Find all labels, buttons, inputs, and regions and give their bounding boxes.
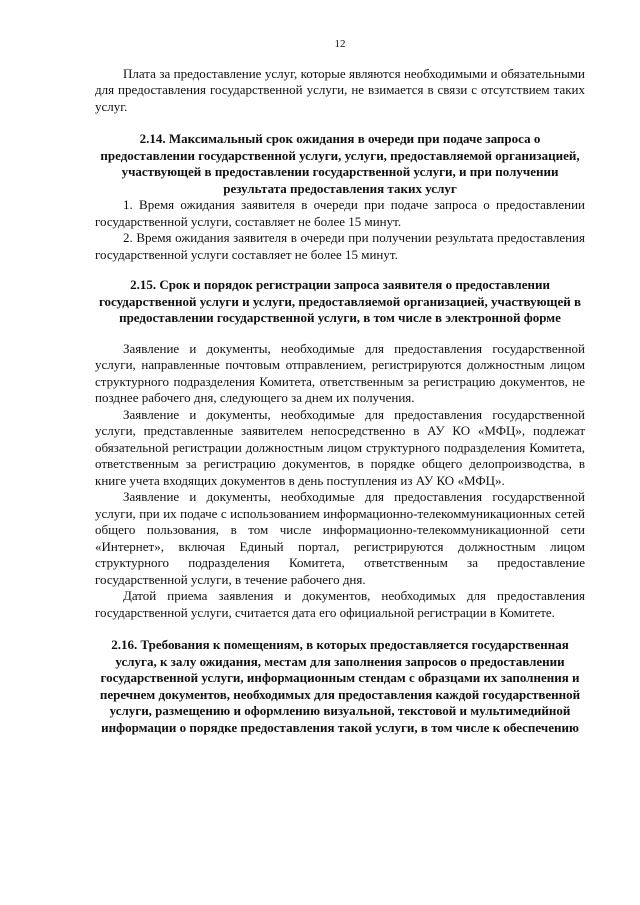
section-2-15-paragraph-4: Датой приема заявления и документов, необходимых для предоставления государственной услуги, считается дата его официальной регистрации в Комитете. — [95, 588, 585, 620]
section-2-16-title: 2.16. Требования к помещениям, в которых предоставляется государственная услуга, к залу ожидания, местам для заполнения запросов о предоставлении государственной услуги, информационным стендам с образцами их заполнения и перечнем документов, необходимых для предоставления каждой государственной услуги, размещению и оформлению визуальной, текстовой и мультимедийной информации о порядке предоставления такой услуги, в том числе к обеспечению — [99, 637, 581, 735]
section-2-15-paragraph-2: Заявление и документы, необходимые для предоставления государственной услуги, представленные заявителем непосредственно в АУ КО «МФЦ», подлежат обязательной регистрации должностным лицом структурного подразделения Комитета, ответственным за регистрацию документов, в порядке общего делопроизводства, в книге учета входящих документов в день поступления из АУ КО «МФЦ». — [95, 406, 585, 488]
document-page — [95, 36, 585, 736]
intro-paragraph: Плата за предоставление услуг, которые являются необходимыми и обязательными для предоставления государственной услуги, не взимается в связи с отсутствием таких услуг. — [95, 65, 585, 114]
section-2-14-paragraph-1: 1. Время ожидания заявителя в очереди при подаче запроса о предоставлении государственной услуги, составляет не более 15 минут. — [95, 197, 585, 229]
section-2-14-title: 2.14. Максимальный срок ожидания в очереди при подаче запроса о предоставлении государственной услуги, услуги, предоставляемой организацией, участвующей в предоставлении государственной услуги, и при получении результата предоставления таких услуг — [100, 131, 580, 196]
section-2-15-paragraph-3: Заявление и документы, необходимые для предоставления государственной услуги, при их подаче с использованием информационно-телекоммуникационных сетей общего пользования, в том числе информационно-телекоммуникационной сети «Интернет», включая Единый портал, регистрируются должностным лицом структурного подразделения Комитета, ответственным за предоставление государственной услуги, в течение рабочего дня. — [95, 489, 585, 587]
section-2-15-title: 2.15. Срок и порядок регистрации запроса заявителя о предоставлении государственной услуги и услуги, предоставляемой организацией, участвующей в предоставлении государственной услуги, в том числе в электронной форме — [98, 277, 582, 325]
page-number: 12 — [334, 38, 346, 50]
section-2-14-paragraph-2: 2. Время ожидания заявителя в очереди при получении результата предоставления государственной услуги составляет не более 15 минут. — [95, 230, 585, 262]
section-2-15-paragraph-1: Заявление и документы, необходимые для предоставления государственной услуги, направленные почтовым отправлением, регистрируются должностным лицом структурного подразделения Комитета, ответственным за регистрацию документов, не позднее рабочего дня, следующего за днем их получения. — [95, 340, 585, 405]
